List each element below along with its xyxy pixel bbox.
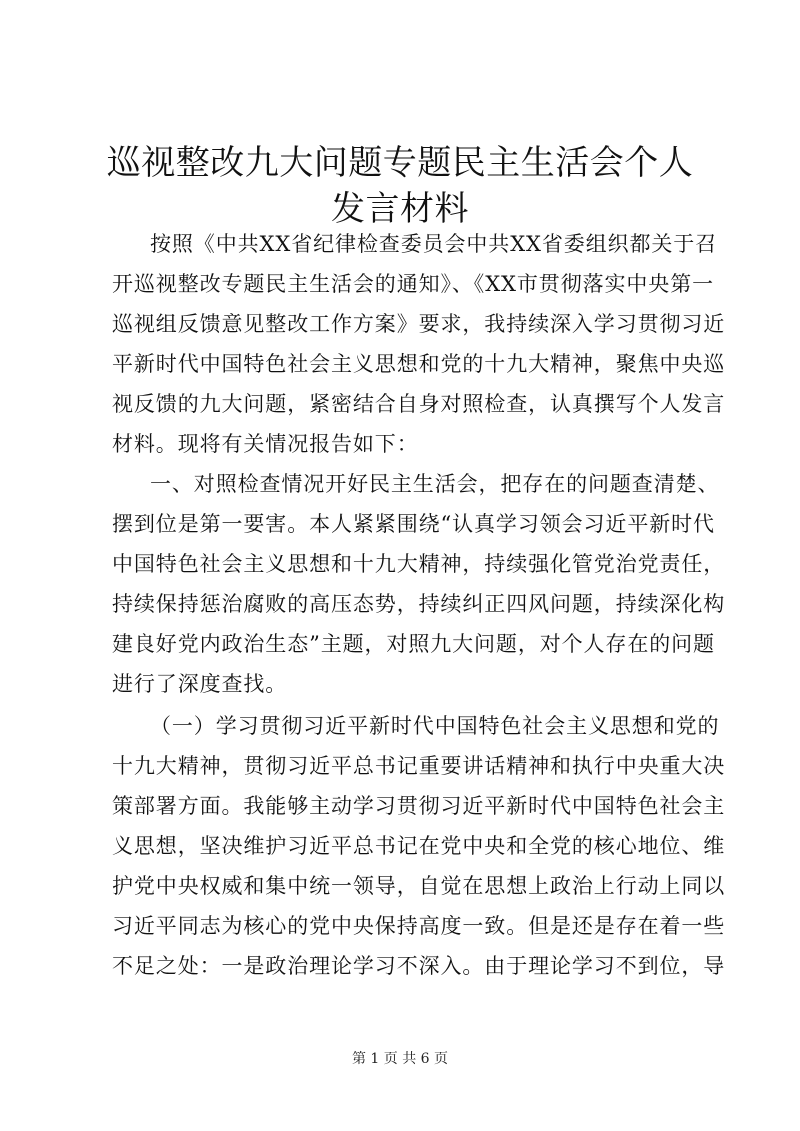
text-line: 不足之处：一是政治理论学习不深入。由于理论学习不到位，导 [112,954,726,978]
text-line: 十九大精神，贯彻习近平总书记重要讲话精神和执行中央重大决 [112,754,726,778]
text-line: 护党中央权威和集中统一领导，自觉在思想上政治上行动上同以 [112,874,726,898]
text-line: 进行了深度查找。 [112,672,288,696]
text-line: 义思想，坚决维护习近平总书记在党中央和全党的核心地位、维 [112,834,726,858]
text-line: 开巡视整改专题民主生活会的通知》、《XX市贯彻落实中央第一 [112,272,714,296]
text-line: 建良好党内政治生态”主题，对照九大问题，对个人存在的问题 [112,632,715,656]
text-line: 习近平同志为核心的党中央保持高度一致。但是还是存在着一些 [112,914,726,938]
text-line: 持续保持惩治腐败的高压态势，持续纠正四风问题，持续深化构 [112,592,726,616]
text-line: 材料。现将有关情况报告如下： [112,432,419,456]
text-line: （一）学习贯彻习近平新时代中国特色社会主义思想和党的 [150,714,720,738]
page-title: 巡视整改九大问题专题民主生活会个人发言材料 [106,143,694,229]
text-line: 视反馈的九大问题，紧密结合自身对照检查，认真撰写个人发言 [112,392,726,416]
text-line: 巡视组反馈意见整改工作方案》要求，我持续深入学习贯彻习近 [112,312,726,336]
page-number: 第 1 页 共 6 页 [351,1051,449,1067]
text-line: 按照《中共XX省纪律检查委员会中共XX省委组织都关于召 [150,232,718,256]
text-line: 策部署方面。我能够主动学习贯彻习近平新时代中国特色社会主 [112,794,726,818]
text-line: 一、对照检查情况开好民主生活会，把存在的问题查清楚、 [150,472,720,496]
text-line: 中国特色社会主义思想和十九大精神，持续强化管党治党责任， [112,552,726,576]
text-line: 平新时代中国特色社会主义思想和党的十九大精神，聚焦中央巡 [112,352,726,376]
text-line: 摆到位是第一要害。本人紧紧围绕“认真学习领会习近平新时代 [112,512,715,536]
